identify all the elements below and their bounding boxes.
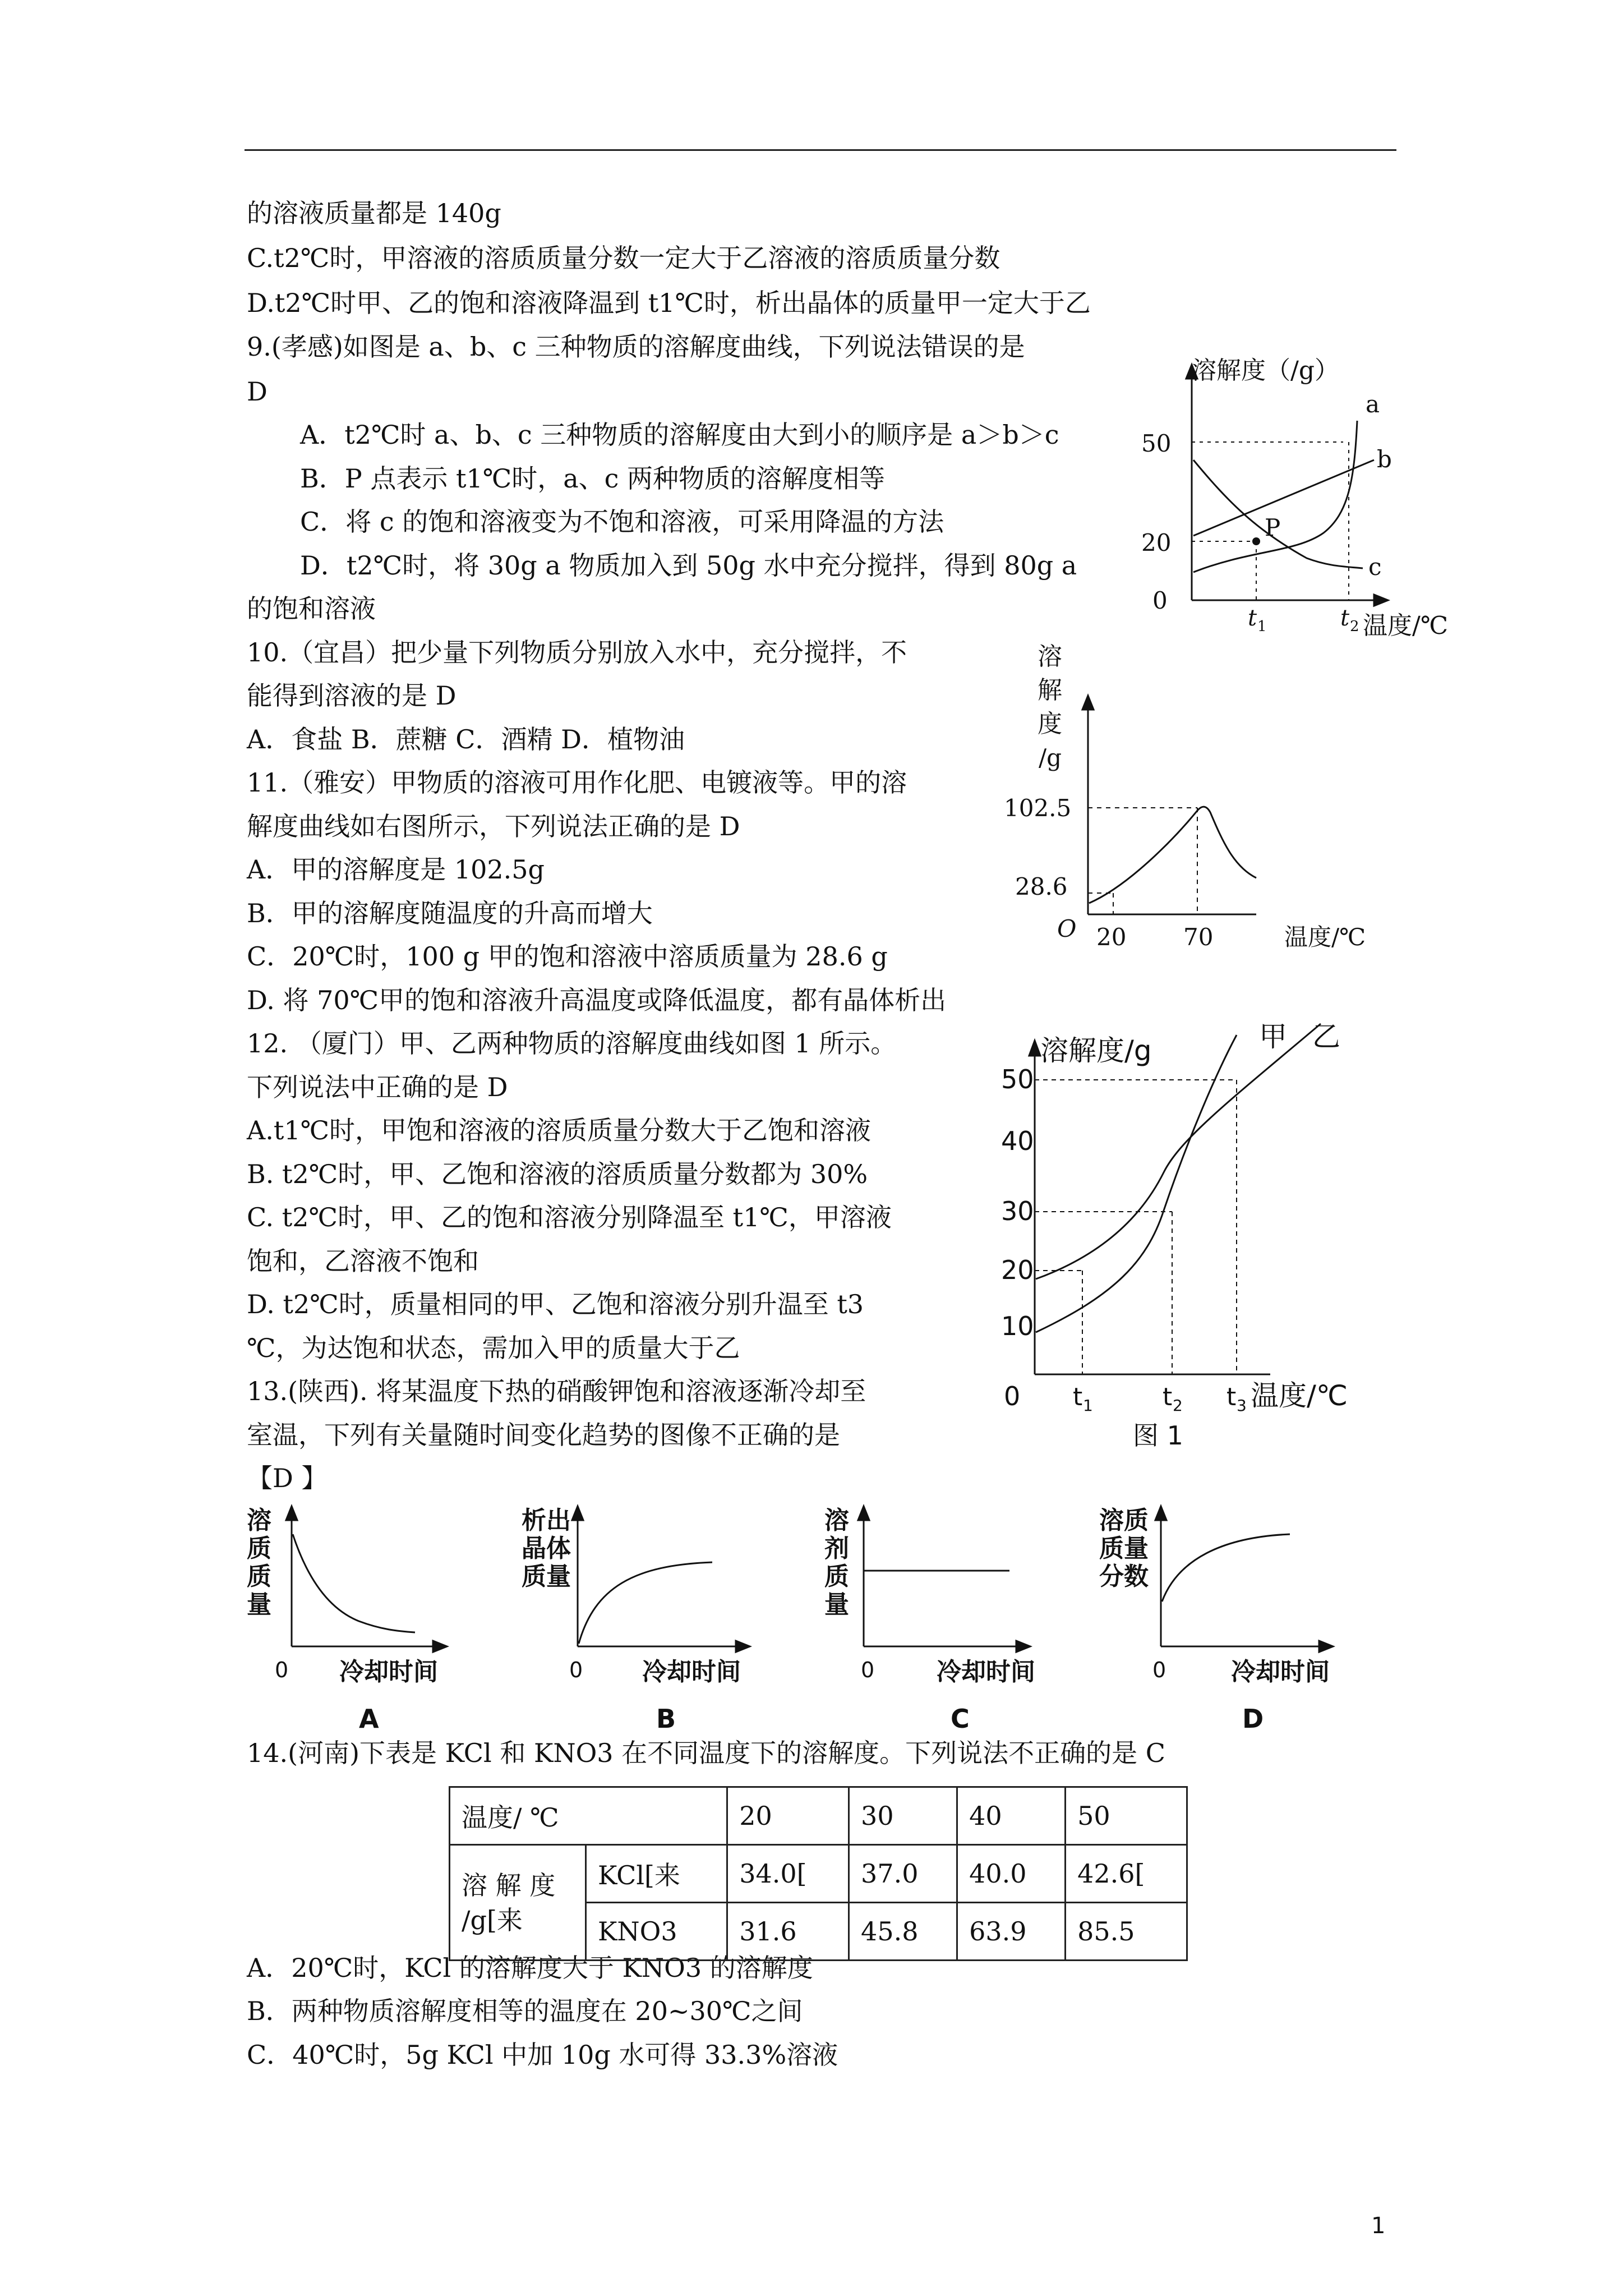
table-row-name: KCl[来 [586,1845,727,1903]
text-line: 14.(河南)下表是 KCl 和 KNO3 在不同温度下的溶解度。下列说法不正确的是 C [247,1738,1165,1768]
text-line: C．将 c 的饱和溶液变为不饱和溶液，可采用降温的方法 [300,507,944,537]
q12-origin: 0 [1004,1381,1021,1411]
text-line: A．20℃时，KCl 的溶解度大于 KNO3 的溶解度 [247,1953,813,1983]
text-line: C. t2℃时，甲、乙的饱和溶液分别降温至 t1℃，甲溶液 [247,1202,892,1232]
text-line: 饱和，乙溶液不饱和 [247,1246,479,1276]
text-line: 【D 】 [247,1463,328,1493]
q13a-ylabel-4: 量 [247,1590,271,1619]
q11-tick-102: 102.5 [1004,794,1072,822]
solubility-table [449,1786,1188,1961]
text-line: D. t2℃时，质量相同的甲、乙饱和溶液分别升温至 t3 [247,1289,864,1319]
table-cell: 34.0[ [727,1845,849,1903]
text-line: 10.（宜昌）把少量下列物质分别放入水中，充分搅拌，不 [247,637,907,668]
text-line: 的溶液质量都是 140g [247,198,501,228]
table-header-cell: 温度/ ℃ [450,1787,727,1845]
q11-ylabel-1: 溶 [1038,642,1062,671]
text-line: A．食盐 B．蔗糖 C．酒精 D．植物油 [247,724,685,754]
text-line: D. 将 70℃甲的饱和溶液升高温度或降低温度，都有晶体析出 [247,985,947,1015]
text-line: B. t2℃时，甲、乙饱和溶液的溶质质量分数都为 30% [247,1159,868,1189]
q13d-origin: 0 [1152,1658,1166,1682]
figure-q12-solubility-curves [1001,1015,1394,1453]
q13b-curve [579,1562,712,1644]
table-header-cell: 50 [1066,1787,1187,1845]
text-line: 9.(孝感)如图是 a、b、c 三种物质的溶解度曲线，下列说法错误的是 [247,332,1025,362]
q9-ylabel: 溶解度（/g） [1192,356,1339,385]
q13d-ylabel-2: 质量 [1099,1534,1149,1563]
q13c-ylabel-1: 溶 [824,1506,849,1535]
table-row [450,1845,1187,1903]
q12-t1: t [1073,1383,1083,1411]
figure-q13-b [522,1503,757,1739]
q12-t1-sub: 1 [1083,1396,1093,1415]
q12-label-yi: 乙 [1312,1020,1340,1053]
q13c-xlabel: 冷却时间 [937,1658,1035,1686]
q9-tick-50: 50 [1141,430,1172,457]
q13a-ylabel-1: 溶 [247,1506,271,1535]
text-line: C．20℃时，100 g 甲的饱和溶液中溶质质量为 28.6 g [247,941,888,972]
q9-label-p: P [1265,514,1281,541]
figure-q9-solubility-curves [1127,351,1486,665]
q13d-xlabel: 冷却时间 [1231,1658,1330,1686]
q11-x70: 70 [1183,923,1214,951]
q12-label-jia: 甲 [1259,1020,1287,1053]
q12-tick-30: 30 [1001,1196,1034,1226]
q9-curve-a [1193,421,1357,572]
q13b-origin: 0 [569,1658,583,1682]
text-line: 室温，下列有关量随时间变化趋势的图像不正确的是 [247,1420,840,1450]
q11-ylabel-4: /g [1039,744,1062,771]
q9-label-b: b [1377,445,1392,473]
q13b-ylabel-1: 析出 [522,1506,571,1535]
table-cell: 37.0 [849,1845,957,1903]
text-line: D.t2℃时甲、乙的饱和溶液降温到 t1℃时，析出晶体的质量甲一定大于乙 [247,288,1091,318]
q13a-ylabel-2: 质 [247,1534,271,1563]
text-line: B．两种物质溶解度相等的温度在 20~30℃之间 [247,1996,803,2026]
table-cell: 45.8 [849,1903,957,1961]
q9-point-p [1252,537,1260,545]
q13c-ylabel-4: 量 [824,1590,849,1619]
header-rule [245,149,1396,151]
q13d-curve [1162,1534,1290,1602]
text-line: B．甲的溶解度随温度的升高而增大 [247,898,653,928]
q13b-xlabel: 冷却时间 [642,1658,741,1686]
q9-t1-sub: 1 [1257,618,1267,635]
figure-q13-a [247,1503,449,1739]
q12-tick-20: 20 [1001,1255,1034,1285]
q12-tick-10: 10 [1001,1311,1034,1341]
q9-t1: t [1248,605,1257,631]
q9-xlabel: 温度/℃ [1363,611,1449,640]
q12-tick-40: 40 [1001,1126,1034,1156]
q13d-ylabel-1: 溶质 [1099,1506,1149,1535]
q13a-curve [293,1534,415,1632]
text-line: 12. （厦门）甲、乙两种物质的溶解度曲线如图 1 所示。 [247,1028,897,1059]
q9-t2: t [1340,605,1350,631]
q13b-ylabel-3: 质量 [522,1562,571,1591]
q12-caption: 图 1 [1133,1420,1183,1451]
q12-ylabel: 溶解度/g [1040,1034,1152,1067]
q9-t2-sub: 2 [1350,618,1359,635]
q13d-ylabel-3: 分数 [1099,1562,1149,1591]
table-cell: 85.5 [1066,1903,1187,1961]
text-line: ℃，为达饱和状态，需加入甲的质量大于乙 [247,1333,740,1363]
q11-xlabel: 温度/℃ [1284,923,1366,951]
q11-curve [1089,807,1256,903]
q11-ylabel-3: 度 [1038,710,1062,738]
q11-origin: O [1057,915,1077,942]
table-header-cell: 40 [957,1787,1066,1845]
text-line: 13.(陕西). 将某温度下热的硝酸钾饱和溶液逐渐冷却至 [247,1376,866,1406]
figure-q13-c [824,1503,1060,1739]
table-header-row [450,1787,1187,1845]
q12-xlabel: 温度/℃ [1251,1379,1348,1412]
q11-y-arrow [1082,696,1094,710]
q9-x-arrow [1374,595,1388,606]
q13d-letter: D [1242,1704,1264,1734]
text-line: 的饱和溶液 [247,593,376,624]
figure-q13-d [1099,1503,1346,1739]
q13a-origin: 0 [275,1658,289,1682]
q13b-letter: B [656,1704,676,1734]
q12-y-arrow [1029,1041,1040,1056]
text-line: C.t2℃时，甲溶液的溶质质量分数一定大于乙溶液的溶质质量分数 [247,243,1000,273]
table-cell: 40.0 [957,1845,1066,1903]
text-line: D [247,376,268,407]
table-header-cell: 30 [849,1787,957,1845]
text-line: D．t2℃时，将 30g a 物质加入到 50g 水中充分搅拌，得到 80g a [300,550,1077,581]
text-line: 11.（雅安）甲物质的溶液可用作化肥、电镀液等。甲的溶 [247,767,907,798]
q9-label-a: a [1366,390,1380,418]
q13c-origin: 0 [861,1658,875,1682]
text-line: C．40℃时，5g KCl 中加 10g 水可得 33.3%溶液 [247,2040,838,2070]
q13c-ylabel-2: 剂 [824,1534,849,1563]
table-group-label: 溶 解 度 /g[来 [450,1845,586,1961]
q9-tick-20: 20 [1141,529,1172,556]
q13a-letter: A [359,1704,379,1734]
page-number: 1 [1371,2213,1386,2239]
text-line: A．t2℃时 a、b、c 三种物质的溶解度由大到小的顺序是 a＞b＞c [300,420,1059,450]
q13a-xlabel: 冷却时间 [339,1658,438,1686]
q9-origin: 0 [1152,587,1168,614]
table-header-cell: 20 [727,1787,849,1845]
q12-tick-50: 50 [1001,1064,1034,1094]
q13c-ylabel-3: 质 [824,1562,849,1591]
q12-t3: t [1227,1383,1237,1411]
q12-t2: t [1163,1383,1173,1411]
q12-t2-sub: 2 [1173,1396,1183,1415]
text-line: 解度曲线如右图所示，下列说法正确的是 D [247,811,740,841]
table-cell: 31.6 [727,1903,849,1961]
q11-ylabel-2: 解 [1038,676,1062,705]
q11-tick-28: 28.6 [1015,873,1068,900]
text-line: 能得到溶液的是 D [247,680,457,711]
figure-q11-solubility-curve [1004,639,1396,965]
q13c-letter: C [951,1704,970,1734]
text-line: A．甲的溶解度是 102.5g [247,854,545,885]
q11-x20: 20 [1096,923,1127,951]
q9-label-c: c [1368,553,1382,581]
table-cell: 42.6[ [1066,1845,1187,1903]
text-line: 下列说法中正确的是 D [247,1072,508,1102]
q12-t3-sub: 3 [1237,1396,1247,1415]
text-line: B．P 点表示 t1℃时，a、c 两种物质的溶解度相等 [300,463,886,494]
q13b-ylabel-2: 晶体 [522,1534,571,1563]
table-cell: 63.9 [957,1903,1066,1961]
table-row-name: KNO3 [586,1903,727,1961]
text-line: A.t1℃时，甲饱和溶液的溶质质量分数大于乙饱和溶液 [247,1115,872,1145]
q13a-ylabel-3: 质 [247,1562,271,1591]
